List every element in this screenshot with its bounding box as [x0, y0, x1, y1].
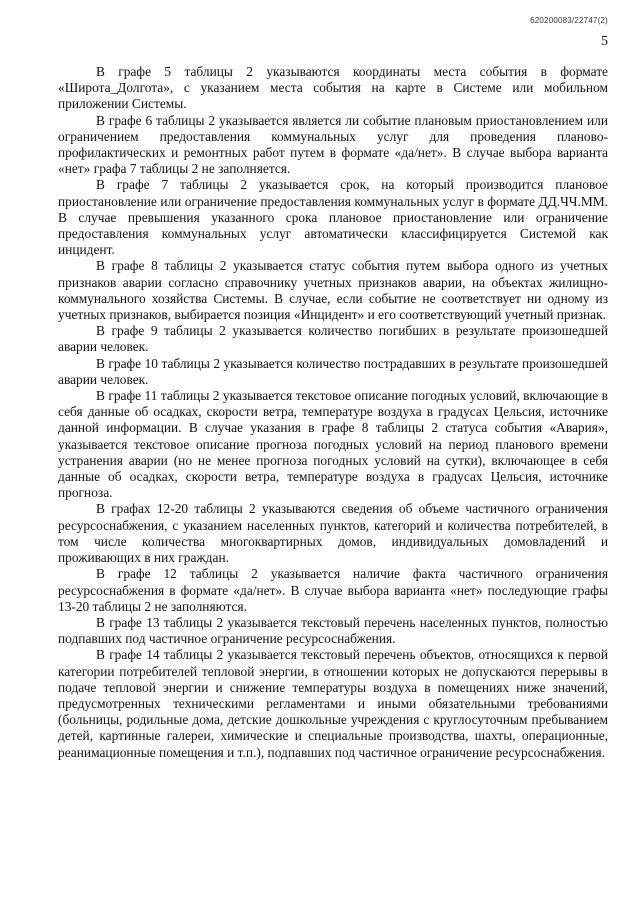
paragraph-column-7: В графе 7 таблицы 2 указывается срок, на который производится плановое приостановление или ограничение предоставления коммунальных услуг в формате ДД.ЧЧ.ММ. В случае превышения указанного срока плановое приостановление или ограничение предоставления коммунальных услуг автоматически классифицируется Системой как инцидент.	[58, 177, 608, 258]
page-number: 5	[601, 34, 608, 49]
paragraph-column-6: В графе 6 таблицы 2 указывается является ли событие плановым приостановлением или ограничением предоставления коммунальных услуг для проведения планово-профилактических и ремонтных работ путем в формате «да/нет». В случае выбора варианта «нет» графа 7 таблицы 2 не заполняется.	[58, 112, 608, 177]
paragraph-column-14: В графе 14 таблицы 2 указывается текстовый перечень объектов, относящихся к первой категории потребителей тепловой энергии, в отношении которых не допускаются перерывы в подаче тепловой энергии и снижение температуры воздуха в помещениях ниже значений, предусмотренных техническими регламентами и иными обязательными требованиями (больницы, родильные дома, детские дошкольные учреждения с круглосуточным пребыванием детей, картинные галереи, химические и специальные производства, шахты, операционные, реанимационные помещения и т.п.), подпавших под частичное ограничение ресурсоснабжения.	[58, 647, 608, 760]
paragraph-column-8: В графе 8 таблицы 2 указывается статус события путем выбора одного из учетных признаков аварии согласно справочнику учетных признаков аварии, на объектах жилищно-коммунального хозяйства Системы. В случае, если событие не соответствует ни одному из учетных признаков, выбирается позиция «Инцидент» и его соответствующий учетный признак.	[58, 258, 608, 323]
paragraph-column-9: В графе 9 таблицы 2 указывается количество погибших в результате произошедшей аварии человек.	[58, 323, 608, 355]
body-text	[58, 64, 608, 761]
paragraph-column-11: В графе 11 таблицы 2 указывается текстовое описание погодных условий, включающие в себя данные об осадках, скорости ветра, температуре воздуха в градусах Цельсия, источнике данной информации. В случае указания в графе 8 таблицы 2 статуса события «Авария», указывается текстовое описание прогноза погодных условий на период планового времени устранения аварии (но не менее прогноза погодных условий на сутки), включающее в себя данные об осадках, скорости ветра, температуре воздуха в градусах Цельсия, источнике прогноза.	[58, 388, 608, 501]
document-id: 620200083/22747(2)	[530, 16, 608, 25]
paragraph-column-5: В графе 5 таблицы 2 указываются координаты места события в формате «Широта_Долгота», с указанием места события на карте в Системе или мобильном приложении Системы.	[58, 64, 608, 112]
paragraph-column-10: В графе 10 таблицы 2 указывается количество пострадавших в результате произошедшей аварии человек.	[58, 355, 608, 387]
paragraph-column-13: В графе 13 таблицы 2 указывается текстовый перечень населенных пунктов, полностью подпавших под частичное ограничение ресурсоснабжения.	[58, 614, 608, 647]
paragraph-columns-12-20: В графах 12-20 таблицы 2 указываются сведения об объеме частичного ограничения ресурсоснабжения, с указанием населенных пунктов, категорий и количества потребителей, в том числе количества многоквартирных домов, индивидуальных домовладений и проживающих в них граждан.	[58, 501, 608, 566]
paragraph-column-12: В графе 12 таблицы 2 указывается наличие факта частичного ограничения ресурсоснабжения в формате «да/нет». В случае выбора варианта «нет» последующие графы 13-20 таблицы 2 не заполняются.	[58, 566, 608, 614]
